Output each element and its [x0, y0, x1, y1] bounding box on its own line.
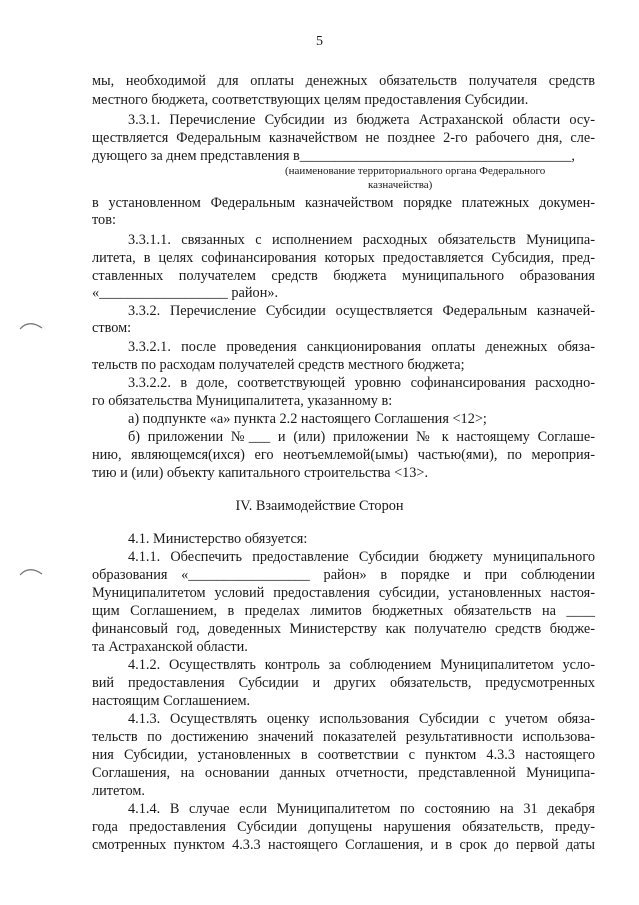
text-line: ществляется Федеральным казначейством не позднее 2-го рабочего дня, сле- [92, 130, 595, 146]
text-line: Соглашения, на основании данных отчетности, представленной Муниципа- [92, 765, 595, 781]
text-line: тов: [92, 212, 116, 228]
text-line: финансовый год, доведенных Министерству как получателю средств бюдже- [92, 621, 595, 637]
text-line: смотренных пунктом 4.3.3 настоящего Соглашения, и в срок до первой даты [92, 837, 595, 853]
text-line: а) подпункте «а» пункта 2.2 настоящего Соглашения <12>; [128, 411, 487, 427]
text-line: местного бюджета, соответствующих целям предоставления Субсидии. [92, 92, 529, 108]
text-line: тию и (или) объекту капитального строительства <13>. [92, 465, 429, 481]
text-line: го обязательства Муниципалитета, указанному в: [92, 393, 393, 409]
text-line: дующего за днем представления в______________________________________, [92, 148, 575, 164]
text-line: ством: [92, 320, 132, 336]
text-line: 3.3.1. Перечисление Субсидии из бюджета Астраханской области осу- [128, 112, 595, 128]
text-line: 4.1.2. Осуществлять контроль за соблюдением Муниципалитетом усло- [128, 657, 595, 673]
text-line: 3.3.1.1. связанных с исполнением расходных обязательств Муниципа- [128, 232, 595, 248]
text-line: 4.1. Министерство обязуется: [128, 531, 308, 547]
text-line: 3.3.2.2. в доле, соответствующей уровню софинансирования расходно- [128, 375, 595, 391]
text-line: щим Соглашением, в пределах лимитов бюджетных обязательств на ____ [92, 603, 595, 619]
text-line: тельств по достижению значений показателей результативности использова- [92, 729, 595, 745]
text-line: литетом. [92, 783, 145, 799]
text-line: ния Субсидии, установленных в соответствии с пунктом 4.3.3 настоящего [92, 747, 595, 763]
text-line: в установленном Федеральным казначейством порядке платежных докумен- [92, 195, 595, 211]
footnote-label: (наименование территориального органа Федерального [285, 165, 546, 177]
text-line: настоящим Соглашением. [92, 693, 251, 709]
text-line: та Астраханской области. [92, 639, 248, 655]
text-line: ставленных получателем средств бюджета муниципального образования [92, 268, 595, 284]
text-line: 3.3.2. Перечисление Субсидии осуществляется Федеральным казначей- [128, 303, 595, 319]
text-line: 4.1.3. Осуществлять оценку использования Субсидии с учетом обяза- [128, 711, 595, 727]
text-line: тельств по расходам получателей средств местного бюджета; [92, 357, 465, 373]
text-line: «__________________ район». [92, 285, 279, 301]
punch-hole-mark-icon [19, 565, 43, 577]
text-line: литета, в целях софинансирования которых предоставляется Субсидия, пред- [92, 250, 595, 266]
page-number: 5 [316, 34, 323, 49]
text-line: нию, являющемся(ихся) его неотъемлемой(ымы) частью(ями), по мероприя- [92, 447, 595, 463]
text-line: 4.1.1. Обеспечить предоставление Субсидии бюджету муниципального [128, 549, 595, 565]
text-line: мы, необходимой для оплаты денежных обязательств получателя средств [92, 73, 595, 89]
text-line: б) приложении №___ и (или) приложении № к настоящему Соглаше- [128, 429, 595, 445]
section-heading: IV. Взаимодействие Сторон [235, 498, 404, 514]
footnote-label: казначейства) [368, 179, 433, 191]
text-line: 4.1.4. В случае если Муниципалитетом по состоянию на 31 декабря [128, 801, 595, 817]
punch-hole-mark-icon [19, 319, 43, 331]
text-line: года предоставления Субсидии допущены нарушения обязательств, преду- [92, 819, 595, 835]
text-line: образования «_________________ район» в порядке и при соблюдении [92, 567, 595, 583]
text-line: Муниципалитетом условий предоставления субсидии, установленных настоя- [92, 585, 595, 601]
text-line: вий предоставления Субсидии и других обязательств, предусмотренных [92, 675, 595, 691]
text-line: 3.3.2.1. после проведения санкционирования оплаты денежных обяза- [128, 339, 595, 355]
